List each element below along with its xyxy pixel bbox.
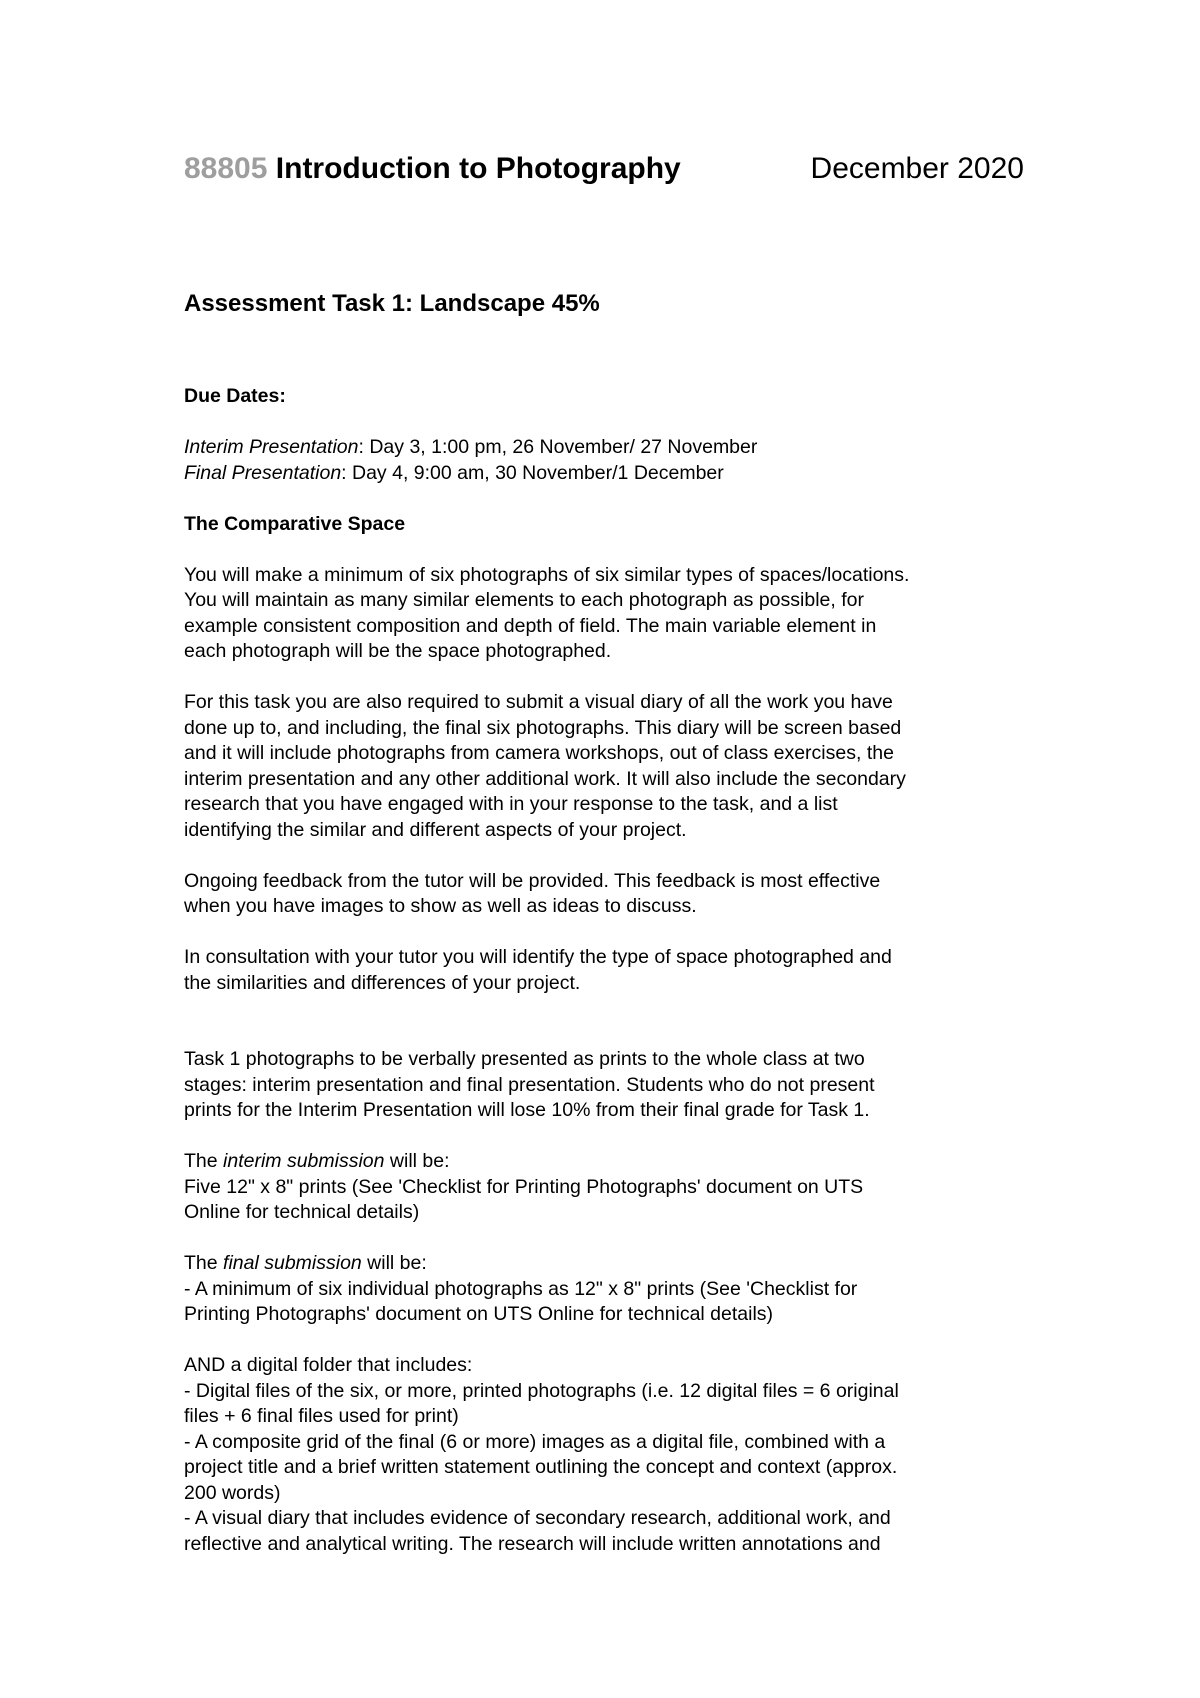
text-line: Ongoing feedback from the tutor will be provided. This feedback is most effective	[184, 869, 881, 892]
text-line: when you have images to show as well as ideas to discuss.	[184, 895, 697, 917]
text-line: Five 12" x 8" prints (See 'Checklist for Printing Photographs' document on UTS	[184, 1175, 864, 1198]
text-line: - Digital files of the six, or more, printed photographs (i.e. 12 digital files = 6 original	[184, 1379, 899, 1402]
subject-code: 88805	[184, 152, 268, 185]
final-submission-heading: The final submission will be:	[184, 1252, 427, 1274]
text-line: - A visual diary that includes evidence of secondary research, additional work, and	[184, 1507, 891, 1529]
text-line: - A minimum of six individual photographs as 12" x 8" prints (See 'Checklist for	[184, 1277, 858, 1300]
digital-folder-heading: AND a digital folder that includes:	[184, 1354, 473, 1376]
document-header	[184, 146, 1024, 192]
due-dates-heading: Due Dates:	[184, 385, 286, 407]
paragraph-task-description	[184, 563, 1064, 665]
text-line: For this task you are also required to submit a visual diary of all the work you have	[184, 691, 893, 713]
final-date-line: Final Presentation: Day 4, 9:00 am, 30 November/1 December	[184, 461, 724, 484]
interim-submission-heading: The interim submission will be:	[184, 1150, 450, 1172]
text-line: project title and a brief written statement outlining the concept and context (approx.	[184, 1456, 898, 1478]
text-line: You will maintain as many similar elements to each photograph as possible, for	[184, 589, 864, 611]
text-line: done up to, and including, the final six photographs. This diary will be screen based	[184, 716, 902, 739]
paragraph-consultation	[184, 945, 1064, 996]
text-line: files + 6 final files used for print)	[184, 1405, 459, 1427]
text-line: interim presentation and any other additional work. It will also include the secondary	[184, 767, 906, 790]
text-line: each photograph will be the space photographed.	[184, 640, 612, 662]
text-line: identifying the similar and different aspects of your project.	[184, 818, 687, 841]
final-submission-block	[184, 1251, 1064, 1328]
text-line: Printing Photographs' document on UTS Online for technical details)	[184, 1303, 774, 1325]
document-date: December 2020	[810, 152, 1024, 185]
text-line: stages: interim presentation and final presentation. Students who do not present	[184, 1073, 875, 1096]
paragraph-presentation	[184, 1047, 1064, 1124]
paragraph-visual-diary	[184, 690, 1064, 843]
text-line: You will make a minimum of six photographs of six similar types of spaces/locations.	[184, 563, 910, 586]
document-body	[184, 384, 1064, 1557]
section-heading: The Comparative Space	[184, 512, 406, 535]
text-line: and it will include photographs from camera workshops, out of class exercises, the	[184, 742, 894, 764]
text-line: Online for technical details)	[184, 1201, 420, 1223]
digital-folder-block	[184, 1353, 1064, 1557]
text-line: the similarities and differences of your project.	[184, 971, 581, 994]
text-line: reflective and analytical writing. The research will include written annotations and	[184, 1532, 881, 1555]
subject-title: Introduction to Photography	[275, 152, 681, 185]
interim-date-line: Interim Presentation: Day 3, 1:00 pm, 26 November/ 27 November	[184, 436, 758, 458]
text-line: In consultation with your tutor you will identify the type of space photographed and	[184, 946, 892, 968]
paragraph-feedback	[184, 869, 1064, 920]
text-line: research that you have engaged with in your response to the task, and a list	[184, 793, 838, 815]
text-line: example consistent composition and depth of field. The main variable element in	[184, 614, 877, 637]
text-line: Task 1 photographs to be verbally presented as prints to the whole class at two	[184, 1048, 865, 1070]
text-line: prints for the Interim Presentation will lose 10% from their final grade for Task 1.	[184, 1099, 870, 1121]
text-line: - A composite grid of the final (6 or more) images as a digital file, combined with a	[184, 1430, 886, 1453]
task-title: Assessment Task 1: Landscape 45%	[184, 290, 600, 317]
interim-submission-block	[184, 1149, 1064, 1226]
text-line: 200 words)	[184, 1481, 281, 1504]
